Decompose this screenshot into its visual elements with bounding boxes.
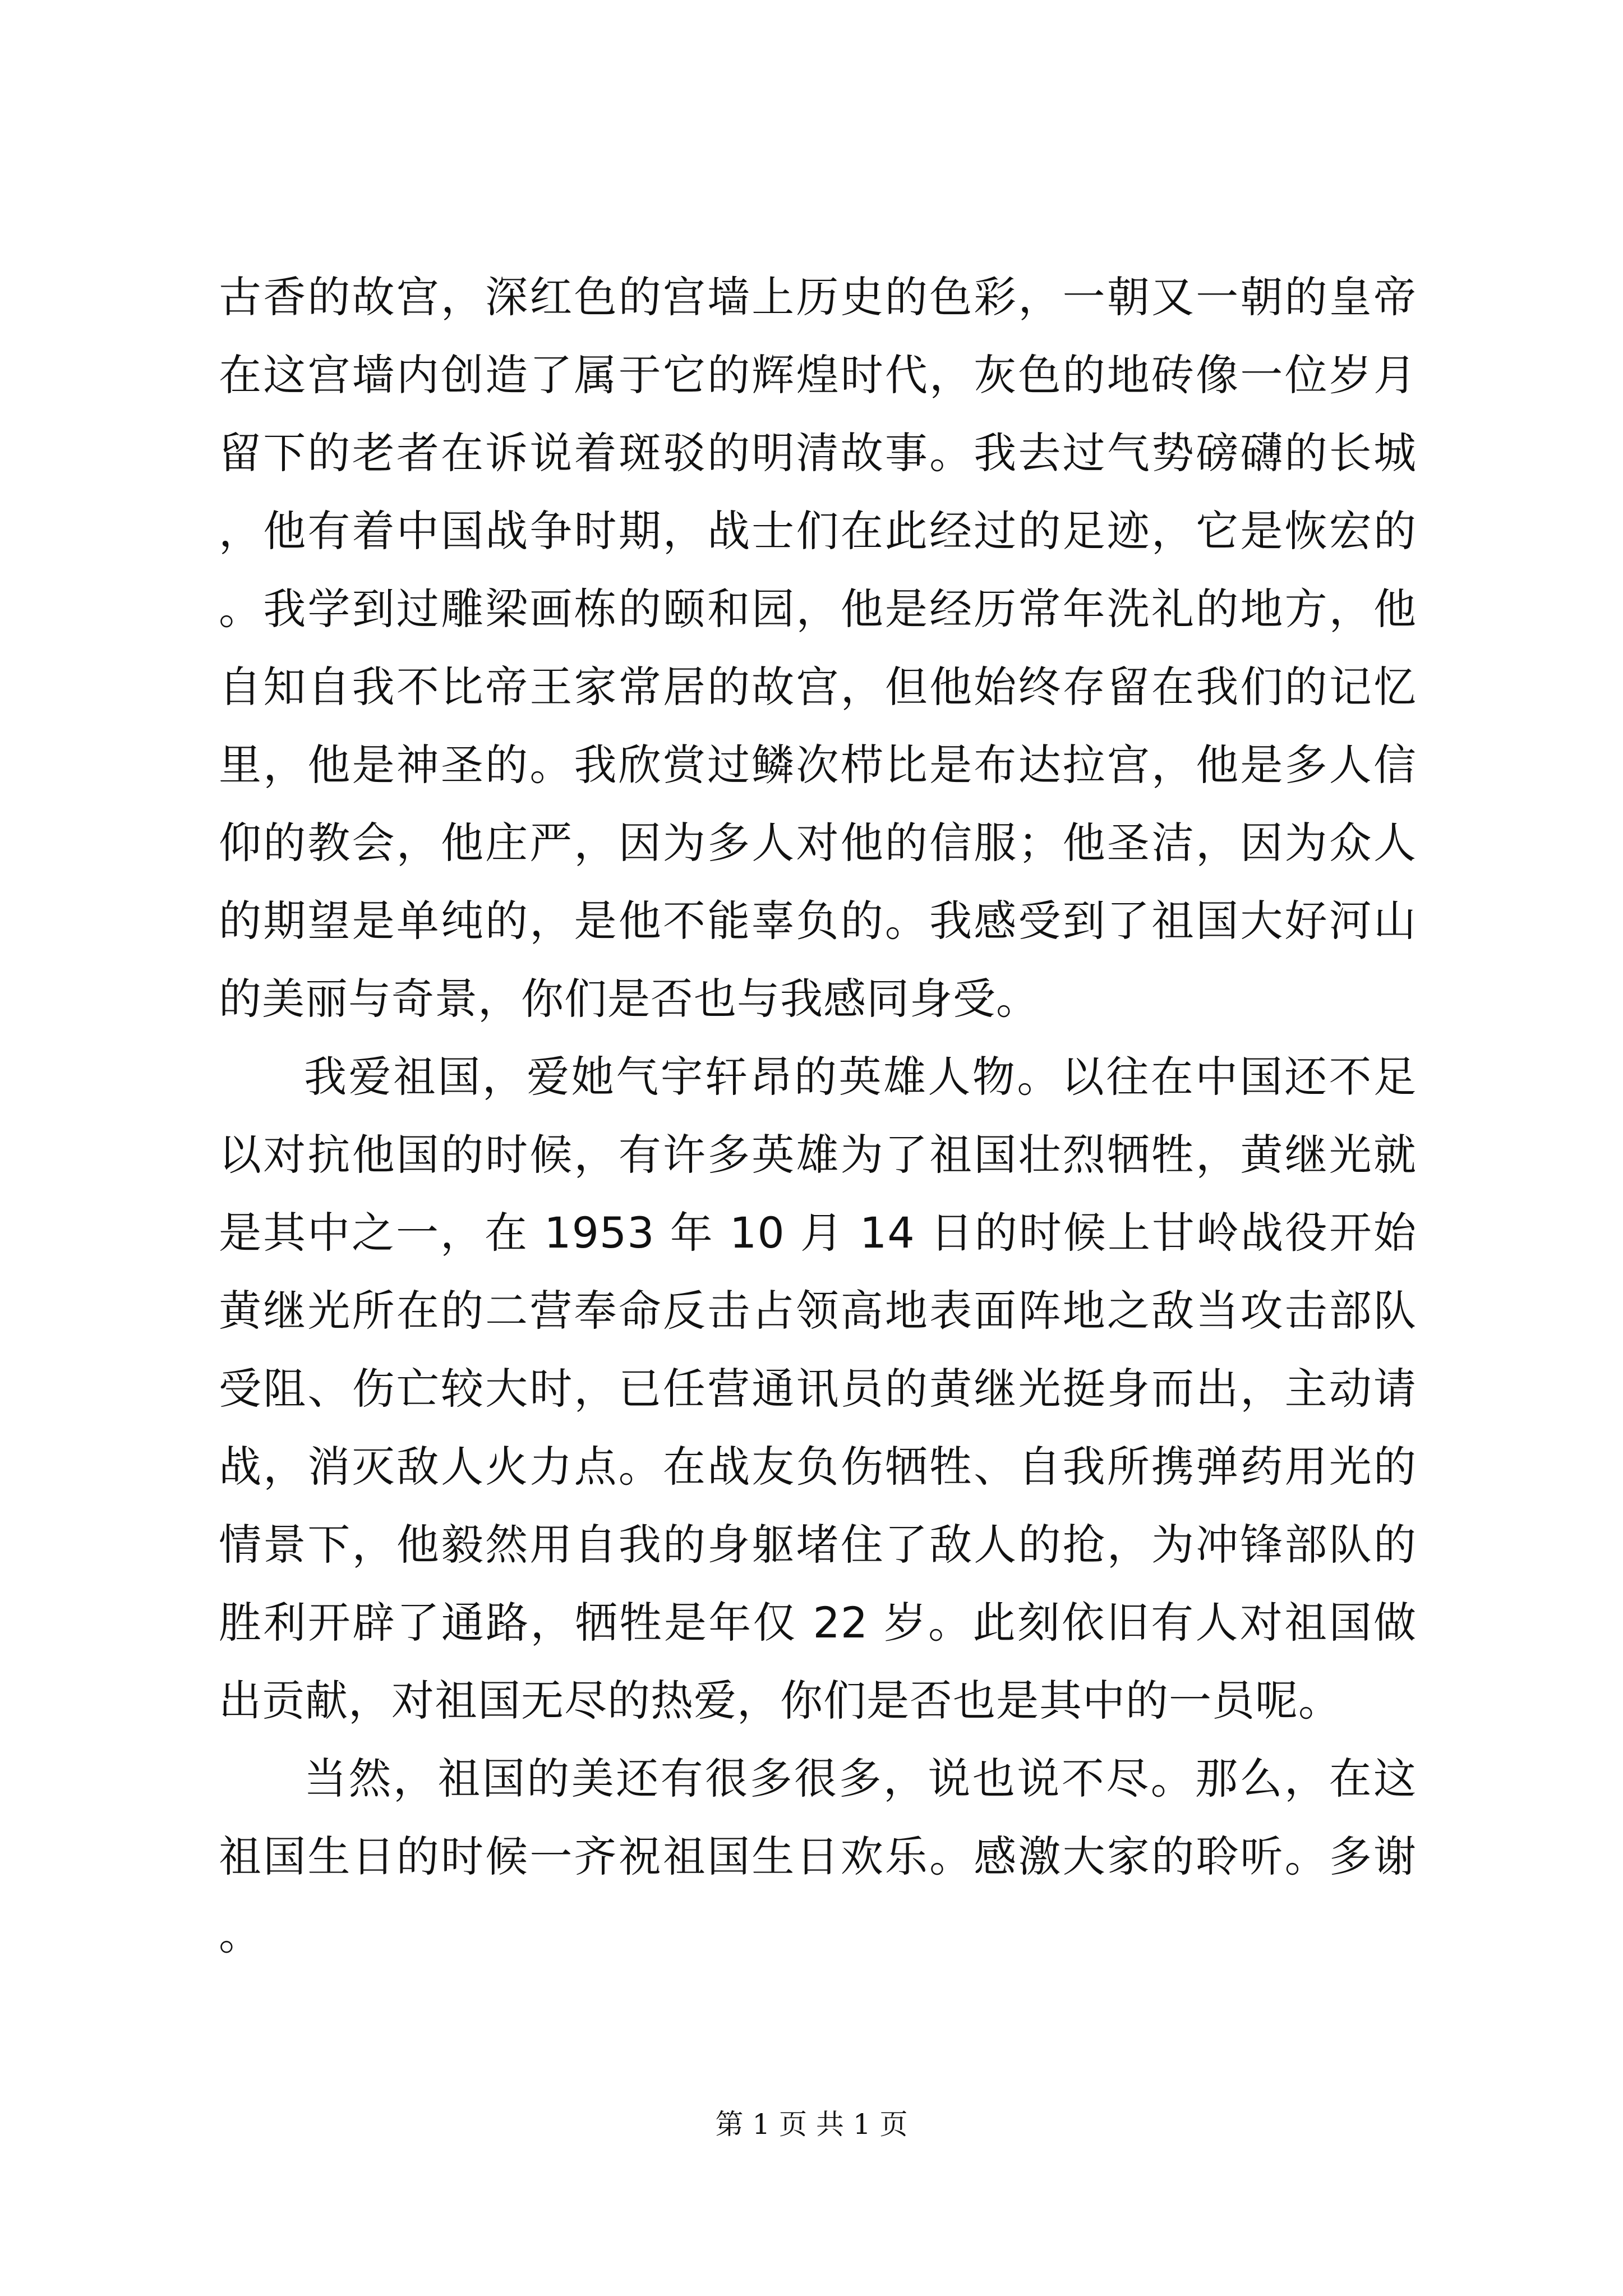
paragraph-2: 我爱祖国，爱她气宇轩昂的英雄人物。以往在中国还不足以对抗他国的时候，有许多英雄为了祖国壮烈牺牲，黄继光就是其中之一，在 1953 年 10 月 14 日的时候上甘岭战役开始黄继光所在的二营奉命反击占领高地表面阵地之敌当攻击部队受阻、伤亡较大时，已任营通讯员的黄继光挺身而出，主动请战，消灭敌人火力点。在战友负伤牺牲、自我所携弹药用光的情景下，他毅然用自我的身躯堵住了敌人的抢，为冲锋部队的胜利开辟了通路，牺牲是年仅 22 岁。此刻依旧有人对祖国做出贡献，对祖国无尽的热爱，你们是否也是其中的一员呢。: [219, 1052, 1417, 1726]
document-body: [219, 258, 1417, 1973]
paragraph-1: 古香的故宫，深红色的宫墙上历史的色彩，一朝又一朝的皇帝在这宫墙内创造了属于它的辉煌时代，灰色的地砖像一位岁月留下的老者在诉说着斑驳的明清故事。我去过气势磅礴的长城，他有着中国战争时期，战士们在此经过的足迹，它是恢宏的。我学到过雕梁画栋的颐和园，他是经历常年洗礼的地方，他自知自我不比帝王家常居的故宫，但他始终存留在我们的记忆里，他是神圣的。我欣赏过鳞次栉比是布达拉宫，他是多人信仰的教会，他庄严，因为多人对他的信服；他圣洁，因为众人的期望是单纯的，是他不能辜负的。我感受到了祖国大好河山的美丽与奇景，你们是否也与我感同身受。: [219, 272, 1417, 1024]
paragraph-3: 当然，祖国的美还有很多很多，说也说不尽。那么，在这祖国生日的时候一齐祝祖国生日欢乐。感激大家的聆听。多谢。: [219, 1754, 1417, 1959]
page-number-footer: 第 1 页 共 1 页: [715, 2108, 908, 2141]
